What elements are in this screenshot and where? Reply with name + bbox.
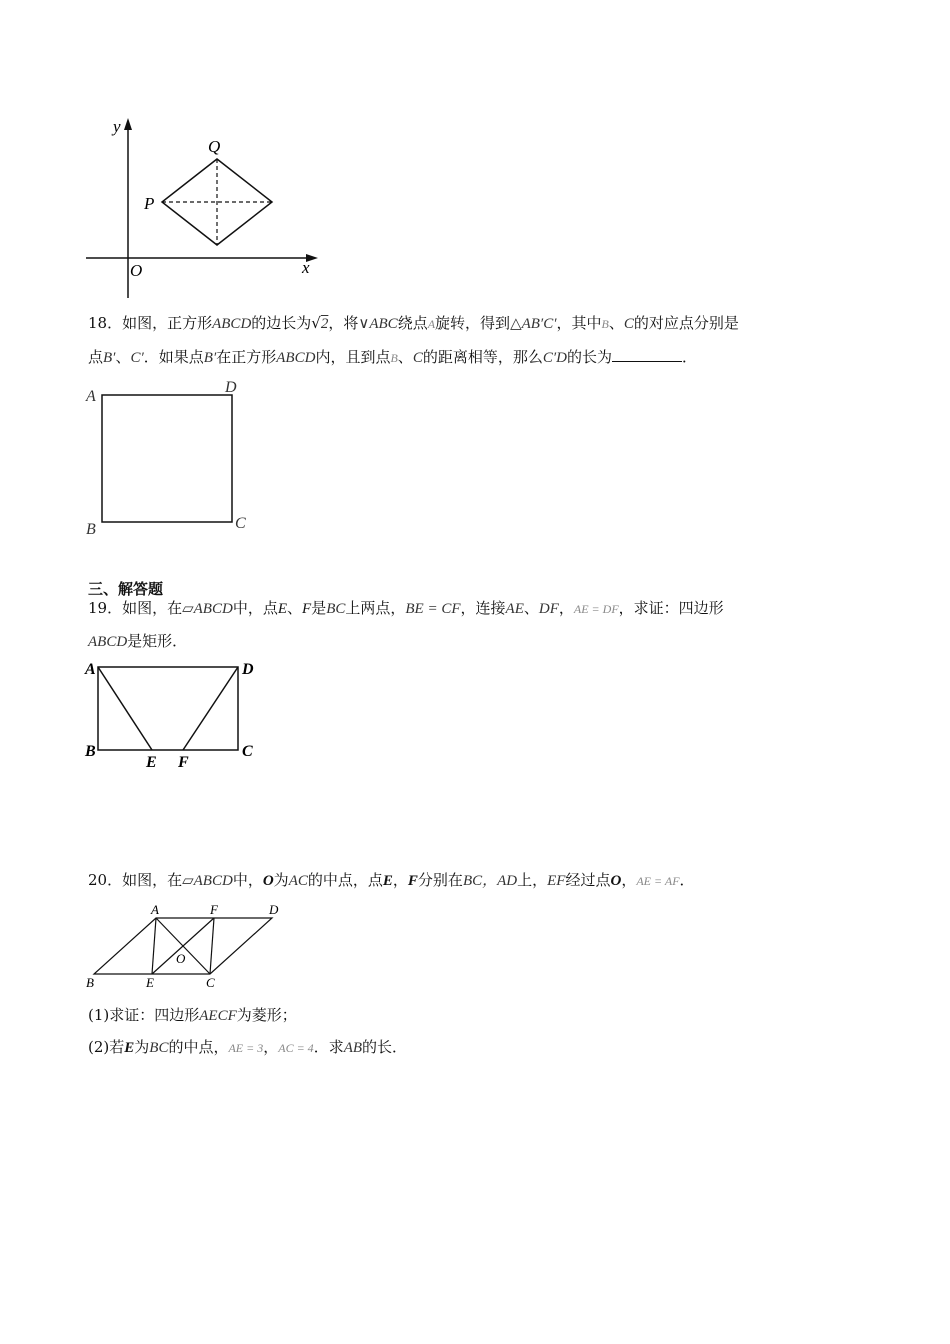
y-axis-label: y [113, 117, 121, 136]
para-label-c: C [206, 975, 215, 990]
para-label-o: O [176, 951, 186, 966]
answer-blank[interactable] [612, 347, 682, 362]
para-label-b: B [86, 975, 94, 990]
x-axis-label: x [302, 258, 310, 277]
point-p-label: P [144, 194, 155, 213]
para-label-a: A [151, 902, 159, 917]
q20-number: 20． [88, 871, 123, 889]
para-label-d: D [269, 902, 279, 917]
rect-label-e: E [146, 754, 157, 771]
q20-line1: 20．如图，在▱ABCD中，O为AC的中点，点E，F分别在BC，AD上，EF经过点O，AE = AF． [88, 871, 695, 889]
rect-label-b: B [85, 743, 96, 760]
q19-number: 19． [88, 599, 123, 617]
rect-label-a: A [85, 661, 96, 678]
q18-number: 18． [88, 314, 123, 332]
q18-line1: 18．如图，正方形ABCD的边长为√2，将∨ABC绕点A旋转，得到△AB′C′，其中B、C的对应点分别是 [88, 314, 739, 332]
q19-line1: 19．如图，在▱ABCD中，点E、F是BC上两点，BE = CF，连接AE、DF，AE = DF，求证：四边形 [88, 599, 724, 617]
rect-label-d: D [242, 661, 254, 678]
q20-part1: (1)求证：四边形AECF为菱形； [88, 1006, 297, 1024]
square-label-c: C [235, 515, 246, 532]
rectangle-figure [80, 655, 270, 775]
origin-label: O [130, 261, 143, 280]
square-label-d: D [225, 379, 237, 396]
square-label-b: B [86, 521, 96, 538]
para-label-e: E [146, 975, 154, 990]
square-figure [80, 374, 260, 544]
para-label-f: F [210, 902, 218, 917]
point-q-label: Q [208, 137, 221, 156]
q20-part2: (2)若E为BC的中点，AE = 3，AC = 4．求AB的长． [88, 1038, 408, 1056]
q18-line2: 点B′、C′．如果点B′在正方形ABCD内，且到点B、C的距离相等，那么C′D的长为 ． [88, 348, 697, 366]
rect-label-c: C [242, 743, 253, 760]
section-heading: 三、解答题 [88, 580, 164, 598]
q19-line2: ABCD是矩形． [88, 632, 188, 650]
sqrt-symbol: √ [311, 314, 321, 332]
parallelogram-figure [80, 898, 290, 993]
square-label-a: A [86, 388, 96, 405]
rect-label-f: F [178, 754, 189, 771]
coordinate-figure [80, 110, 330, 305]
